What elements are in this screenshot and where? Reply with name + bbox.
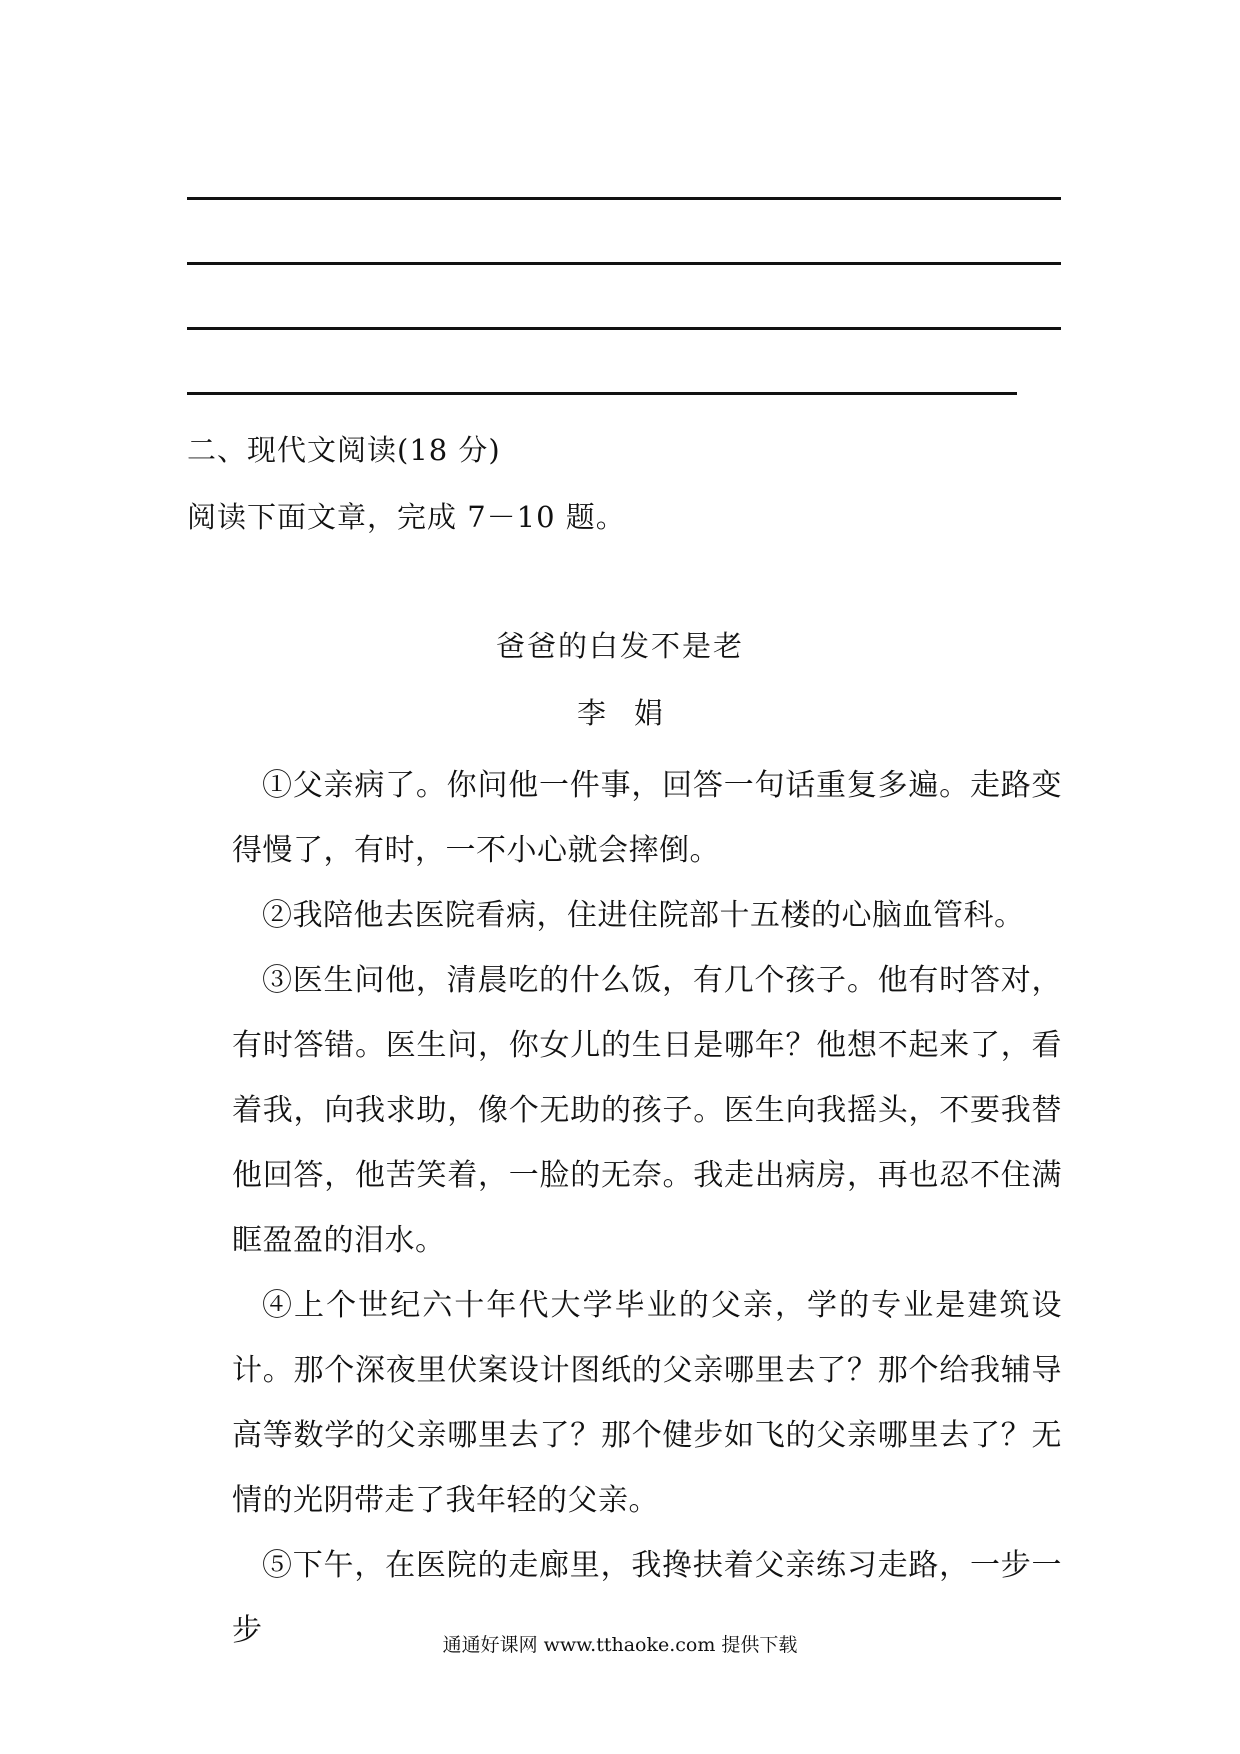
- reading-instruction: 阅读下面文章，完成 7－10 题。: [187, 500, 626, 534]
- paragraph-3: ③医生问他，清晨吃的什么饭，有几个孩子。他有时答对，有时答错。医生问，你女儿的生日是哪年？他想不起来了，看着我，向我求助，像个无助的孩子。医生向我摇头，不要我替他回答，他苦笑着，一脸的无奈。我走出病房，再也忍不住满眶盈盈的泪水。: [232, 963, 1062, 1258]
- page-footer: 通通好课网 www.tthaoke.com 提供下载: [442, 1634, 798, 1656]
- paragraph-4: ④上个世纪六十年代大学毕业的父亲，学的专业是建筑设计。那个深夜里伏案设计图纸的父亲哪里去了？那个给我辅导高等数学的父亲哪里去了？那个健步如飞的父亲哪里去了？无情的光阴带走了我年轻的父亲。: [232, 1288, 1062, 1518]
- paragraph-2: ②我陪他去医院看病，住进住院部十五楼的心脑血管科。: [262, 898, 1025, 933]
- paragraph-1: ①父亲病了。你问他一件事，回答一句话重复多遍。走路变得慢了，有时，一不小心就会摔倒。: [232, 768, 1062, 868]
- paragraph-5: ⑤下午，在医院的走廊里，我搀扶着父亲练习走路，一步一步: [232, 1548, 1062, 1648]
- section-heading: 二、现代文阅读(18 分): [187, 433, 501, 467]
- answer-line: [187, 262, 1061, 265]
- answer-line: [187, 392, 1017, 395]
- answer-line: [187, 327, 1061, 330]
- article-author: 李娟: [576, 696, 691, 730]
- answer-line: [187, 197, 1061, 200]
- article-title: 爸爸的白发不是老: [495, 629, 744, 663]
- article-body: [232, 753, 1062, 1663]
